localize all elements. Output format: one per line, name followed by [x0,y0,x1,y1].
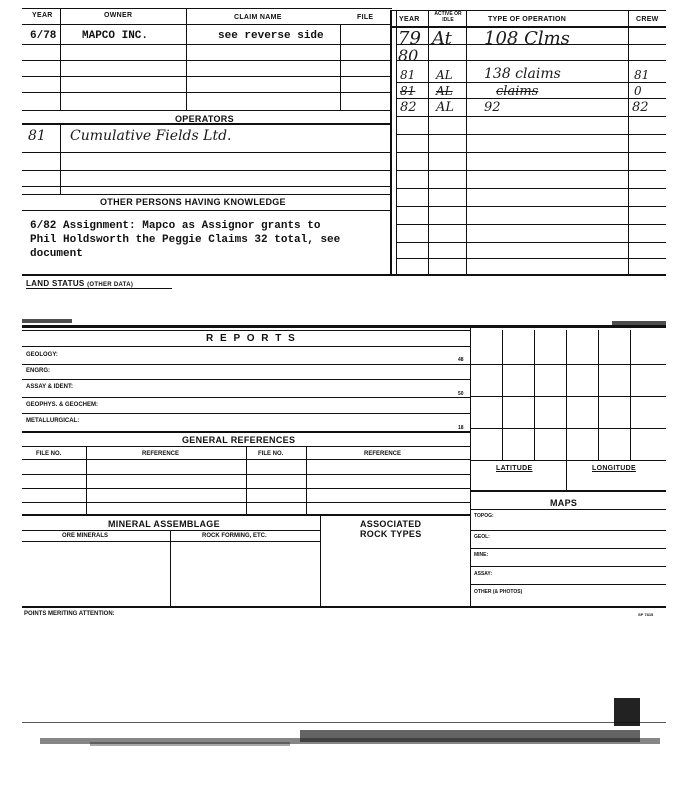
rule [428,10,429,276]
rule [22,152,392,153]
report-geophys: GEOPHYS. & GEOCHEM: [26,402,99,408]
rule [22,330,470,331]
rule [502,330,503,460]
rule [630,330,631,460]
rule [22,170,392,171]
rule [246,446,247,514]
rule [470,509,666,510]
scan-mark [22,319,72,323]
rule [170,530,171,606]
gr-reference-2: REFERENCE [364,451,402,457]
operators-name: Cumulative Fields Ltd. [70,128,232,144]
rule [396,134,666,135]
header-crew: CREW [636,16,659,23]
rule [22,24,392,25]
other-persons-title: OTHER PERSONS HAVING KNOWLEDGE [100,197,286,207]
header-claim-name: CLAIM NAME [234,14,282,21]
claim-name: see reverse side [218,30,324,42]
land-status-text: LAND STATUS [26,279,85,288]
rule [396,152,666,153]
land-status-sub: (OTHER DATA) [87,282,134,288]
scan-streak [300,730,640,742]
report-engrg: ENGRG: [26,368,50,374]
rule [26,288,172,289]
rule [22,346,470,347]
header-year-2: YEAR [399,16,420,23]
rule [22,413,470,414]
maps-topog: TOPOG: [474,513,494,519]
op-row-1-status: At [432,28,452,49]
form-code: SP 7815 [638,612,654,617]
op-row-5-status: AL [436,100,455,115]
rule [470,606,666,608]
mineral-assoc-1: ASSOCIATED [360,519,422,529]
rule [396,170,666,171]
rule [320,516,321,606]
op-row-1-type: 108 Clms [484,28,570,49]
rule [466,10,467,276]
rule [60,8,61,110]
maps-other: OTHER (& PHOTOS) [474,589,523,595]
rule [396,258,666,259]
rule [86,446,87,514]
report-assay: ASSAY & IDENT: [26,384,74,390]
rule [340,24,341,110]
op-row-4-crew: 0 [634,84,642,98]
rule [306,446,307,514]
rule [22,110,392,111]
rule [396,60,666,61]
rule [22,606,470,608]
rule [470,548,666,549]
other-persons-line-2: Phil Holdsworth the Peggie Claims 32 total, see [30,234,341,246]
rule [534,330,535,460]
rule [470,490,666,492]
rule [390,10,392,276]
reports-title: R E P O R T S [206,333,297,344]
rule [396,224,666,225]
gr-file-no: FILE NO. [36,451,62,457]
report-geology-num: 48 [458,357,464,363]
rule [60,125,61,194]
rule [396,206,666,207]
rule [598,330,599,460]
rule [628,10,629,276]
rule [396,116,666,117]
scan-streak [90,742,290,746]
mineral-title: MINERAL ASSEMBLAGE [108,519,220,529]
rule [470,364,666,365]
op-row-5-type: 92 [484,100,501,115]
rule [470,584,666,585]
report-metallurgical: METALLURGICAL: [26,418,80,424]
op-row-5-crew: 82 [632,100,649,115]
op-row-3-type: 138 claims [484,66,561,82]
op-row-5-year: 82 [400,100,417,115]
maps-title: MAPS [550,498,578,508]
rule [22,397,470,398]
rule [22,364,470,365]
rule [396,10,397,276]
op-row-4-type: claims [496,84,539,99]
operators-year: 81 [28,128,46,144]
report-geology: GEOLOGY: [26,352,58,358]
op-row-4-year: 81 [400,84,416,98]
header-active-or-idle: ACTIVE OR IDLE [434,11,462,23]
rule [396,242,666,243]
rule [22,722,666,723]
header-type-of-operation: TYPE OF OPERATION [488,16,567,23]
mineral-ore: ORE MINERALS [62,533,109,539]
header-owner: OWNER [104,12,133,19]
rule [470,460,666,461]
op-row-3-crew: 81 [634,68,650,82]
rule [392,10,666,11]
rule [396,188,666,189]
rule [186,8,187,110]
rule [22,325,666,328]
other-persons-line-3: document [30,248,83,260]
rule [470,530,666,531]
rule [22,60,392,61]
gr-file-no-2: FILE NO. [258,451,284,457]
latitude-label: LATITUDE [496,465,533,472]
maps-assay: ASSAY: [474,571,493,577]
rule [470,396,666,397]
rule [22,92,392,93]
owner-year: 6/78 [30,30,57,42]
owner-name: MAPCO INC. [82,30,149,42]
points-label: POINTS MERITING ATTENTION: [24,611,115,617]
header-file: FILE [357,14,374,21]
rule [22,530,320,531]
maps-geol: GEOL: [474,534,490,540]
rule [22,76,392,77]
rule [22,541,320,542]
header-year: YEAR [32,12,53,19]
rule [22,514,470,516]
rule [22,194,392,195]
land-status-label [26,279,133,288]
report-assay-num: 50 [458,391,464,397]
op-row-3-year: 81 [400,68,416,82]
rule [22,274,666,276]
gr-reference: REFERENCE [142,451,180,457]
rule [22,379,470,380]
report-metallurgical-num: 18 [458,425,464,431]
mineral-assoc-2: ROCK TYPES [360,529,422,539]
rule [22,210,392,211]
general-references-title: GENERAL REFERENCES [182,435,296,445]
op-row-2-year: 80 [398,46,419,65]
rule [22,44,392,45]
rule [566,330,567,490]
longitude-label: LONGITUDE [592,465,636,472]
operators-title: OPERATORS [175,114,234,124]
op-row-4-status: AL [436,84,453,98]
op-row-3-status: AL [436,68,453,82]
mineral-rock: ROCK FORMING, ETC. [202,533,267,539]
rule [22,8,392,9]
rule [396,82,666,83]
rule [22,186,392,187]
rule [22,431,470,433]
op-row-1-year: 79 [398,28,421,49]
rule [470,566,666,567]
maps-mine: MINE: [474,552,489,558]
rule [470,428,666,429]
other-persons-line-1: 6/82 Assignment: Mapco as Assignor grants to [30,220,321,232]
